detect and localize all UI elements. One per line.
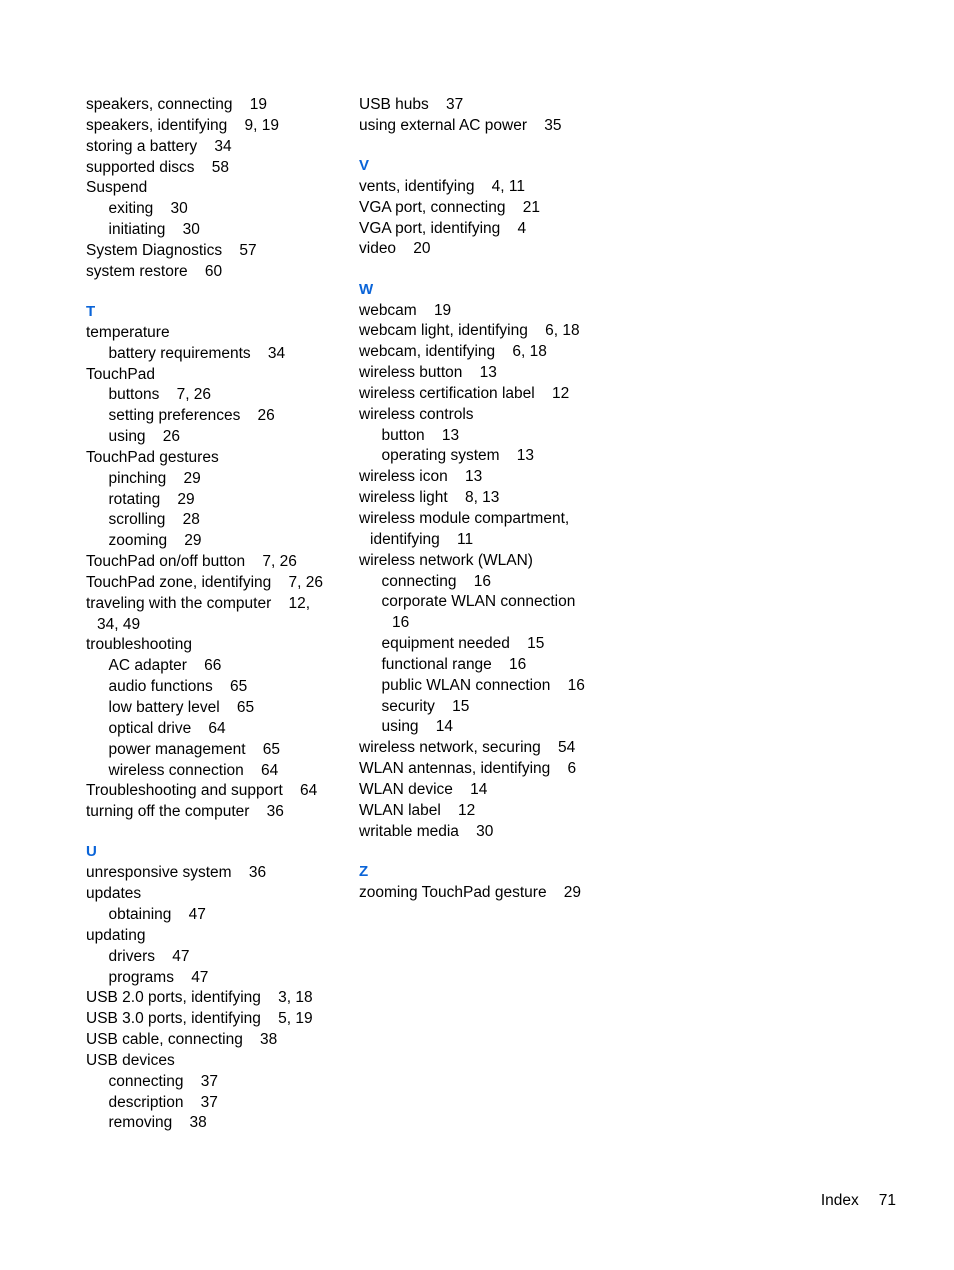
section-letter-heading: U (86, 843, 97, 861)
index-subentry: equipment needed 15 (381, 635, 545, 653)
index-subentry: connecting 16 (381, 572, 491, 590)
index-entry: wireless icon 13 (359, 468, 483, 486)
index-subentry: description 37 (108, 1093, 218, 1111)
index-subentry: using 26 (108, 428, 181, 446)
index-entry: wireless certification label 12 (359, 384, 570, 402)
index-entry: wireless controls (359, 405, 474, 423)
index-entry: writable media 30 (359, 822, 494, 840)
index-entry: TouchPad gestures (86, 448, 219, 466)
index-entry-continuation: identifying 11 (370, 530, 474, 548)
index-entry: VGA port, identifying 4 (359, 219, 527, 237)
index-entry: webcam light, identifying 6, 18 (359, 322, 580, 340)
section-letter-heading: V (359, 157, 370, 175)
index-subentry: using 14 (381, 718, 454, 736)
index-entry: USB hubs 37 (359, 96, 464, 113)
index-subentry: exiting 30 (108, 200, 188, 218)
index-entry: using external AC power 35 (359, 116, 562, 134)
index-entry: system restore 60 (86, 262, 223, 280)
index-entry: VGA port, connecting 21 (359, 198, 540, 216)
index-entry: WLAN device 14 (359, 780, 488, 798)
index-entry: turning off the computer 36 (86, 803, 284, 821)
index-subentry: power management 65 (108, 740, 280, 758)
index-entry: WLAN label 12 (359, 801, 476, 819)
index-subentry: scrolling 28 (108, 511, 200, 529)
index-entry: temperature (86, 323, 170, 341)
footer-label: Index (820, 1192, 859, 1209)
index-entry: USB cable, connecting 38 (86, 1031, 278, 1049)
index-entry: USB 2.0 ports, identifying 3, 18 (86, 989, 313, 1007)
index-entry: updates (86, 885, 142, 903)
index-entry: Troubleshooting and support 64 (86, 782, 318, 800)
index-entry: traveling with the computer 12, (86, 594, 311, 612)
index-subentry: audio functions 65 (108, 678, 248, 696)
index-entry: storing a battery 34 (86, 137, 232, 155)
index-subentry: obtaining 47 (108, 906, 206, 923)
index-entry: unresponsive system 36 (86, 864, 267, 882)
page-number: 71 (878, 1192, 896, 1209)
index-subentry: connecting 37 (108, 1072, 218, 1090)
index-subentry: security 15 (381, 697, 470, 715)
section-letter-heading: W (359, 280, 374, 298)
index-subentry: removing 38 (108, 1114, 207, 1132)
index-subentry: optical drive 64 (108, 719, 226, 737)
page-footer (821, 1191, 896, 1211)
index-entry: zooming TouchPad gesture 29 (359, 883, 582, 901)
index-subentry: functional range 16 (381, 655, 527, 673)
index-subentry: programs 47 (108, 968, 209, 986)
index-entry: System Diagnostics 57 (86, 241, 257, 259)
index-entry: supported discs 58 (86, 158, 230, 176)
index-entry: speakers, identifying 9, 19 (86, 116, 280, 134)
index-subentry: button 13 (381, 426, 460, 444)
index-entry: video 20 (359, 240, 431, 258)
index-entry: wireless button 13 (359, 364, 497, 382)
index-subentry: pinching 29 (108, 469, 201, 487)
index-subentry: corporate WLAN connection (381, 593, 576, 611)
index-subentry: low battery level 65 (108, 699, 255, 717)
index-entry: USB devices (86, 1051, 175, 1069)
index-entry: speakers, connecting 19 (86, 96, 267, 113)
index-entry: webcam, identifying 6, 18 (359, 343, 547, 361)
index-subentry: operating system 13 (381, 447, 534, 465)
index-entry: TouchPad zone, identifying 7, 26 (86, 573, 323, 591)
section-letter-heading: Z (359, 862, 369, 880)
index-subentry: drivers 47 (108, 947, 190, 965)
index-entry-continuation: 34, 49 (97, 615, 141, 633)
index-entry: USB 3.0 ports, identifying 5, 19 (86, 1010, 313, 1028)
index-entry: wireless network (WLAN) (359, 551, 533, 569)
index-subentry: public WLAN connection 16 (381, 676, 585, 694)
index-entry: wireless light 8, 13 (359, 489, 500, 507)
section-letter-heading: T (86, 302, 96, 320)
index-column-left (86, 95, 346, 1134)
index-entry: vents, identifying 4, 11 (359, 177, 526, 195)
index-subentry: rotating 29 (108, 490, 195, 508)
index-entry: webcam 19 (359, 301, 452, 319)
index-entry: Suspend (86, 179, 148, 197)
index-subentry: battery requirements 34 (108, 344, 286, 362)
index-entry: troubleshooting (86, 636, 192, 654)
index-subentry: buttons 7, 26 (108, 386, 212, 404)
index-entry: TouchPad (86, 365, 155, 383)
index-subentry: wireless connection 64 (108, 761, 279, 779)
index-entry: wireless network, securing 54 (359, 739, 576, 757)
index-entry: wireless module compartment, (359, 509, 570, 527)
index-subentry: setting preferences 26 (108, 407, 275, 425)
index-subentry: AC adapter 66 (108, 657, 222, 675)
index-entry: updating (86, 926, 146, 944)
index-entry-continuation: 16 (392, 614, 410, 632)
index-entry: TouchPad on/off button 7, 26 (86, 553, 297, 571)
index-entry: WLAN antennas, identifying 6 (359, 760, 577, 778)
index-subentry: zooming 29 (108, 532, 202, 550)
index-column-right (359, 95, 619, 904)
index-subentry: initiating 30 (108, 221, 200, 239)
